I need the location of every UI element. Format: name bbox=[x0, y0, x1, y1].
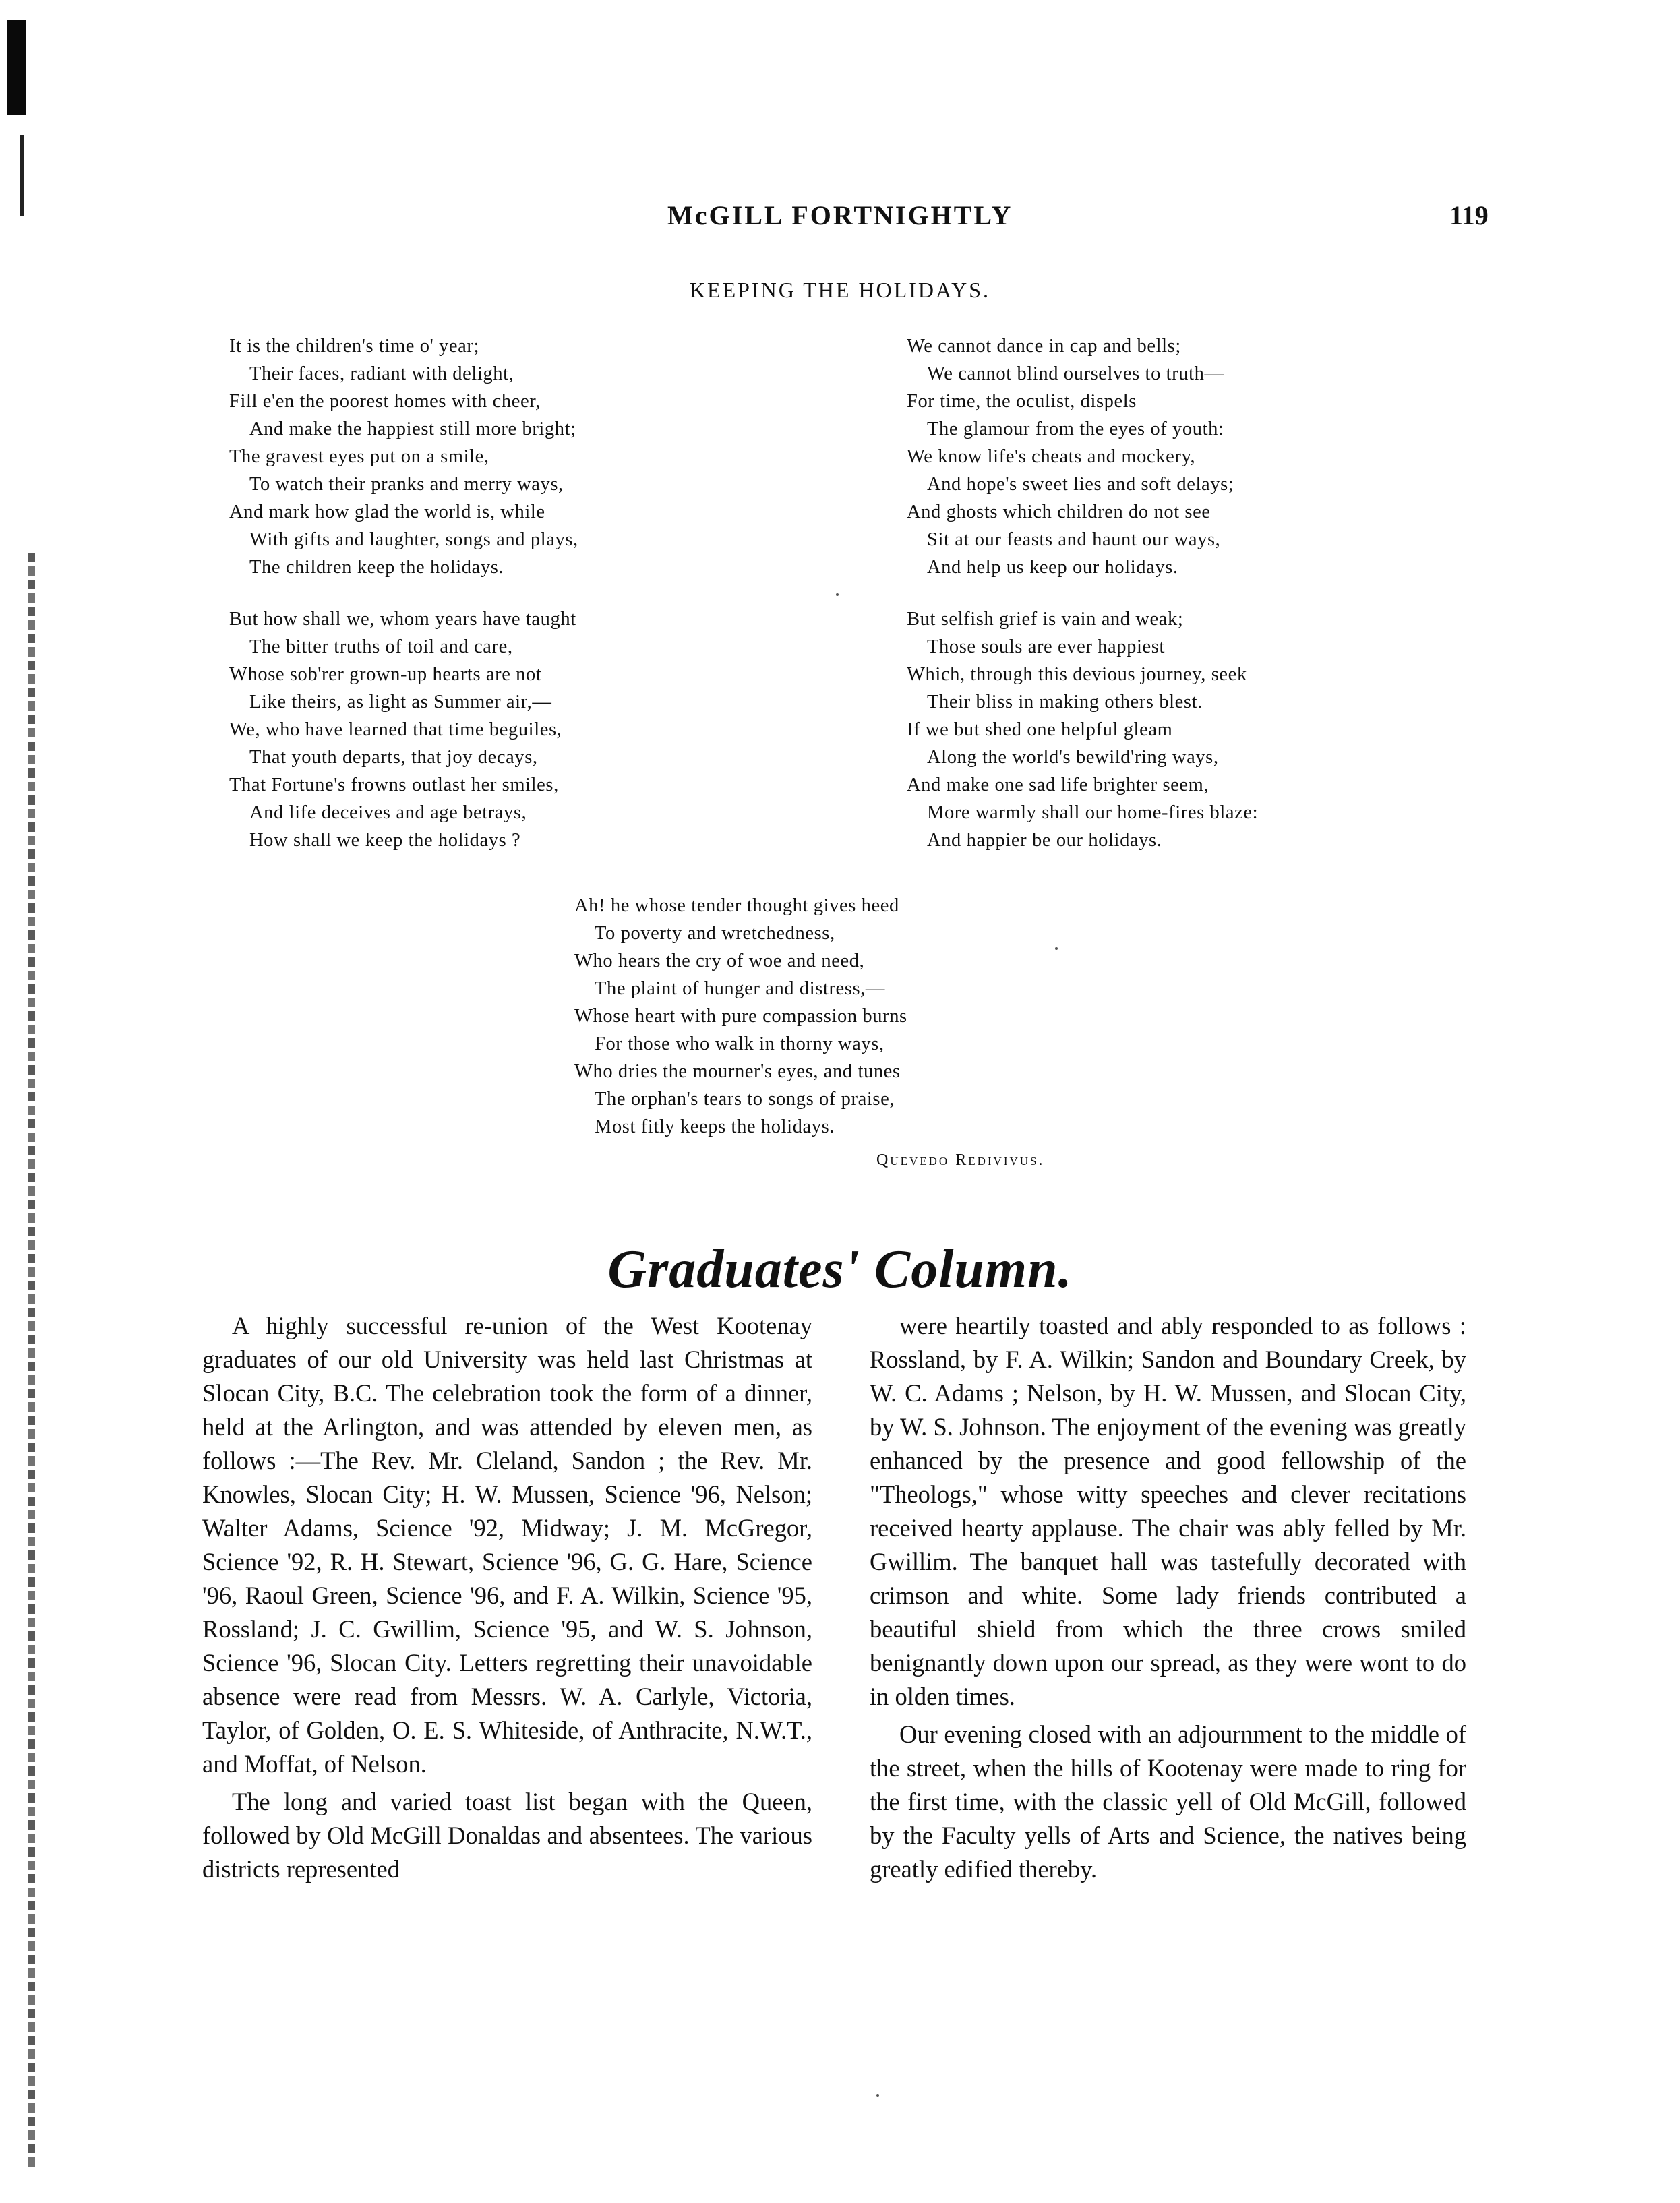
poem-line: But selfish grief is vain and weak; bbox=[907, 609, 1184, 630]
poem-line: And mark how glad the world is, while bbox=[229, 502, 545, 522]
poem-line: If we but shed one helpful gleam bbox=[907, 719, 1173, 740]
print-speck bbox=[876, 2094, 879, 2097]
article-paragraph: were heartily toasted and ably responded to as follows : Rossland, by F. A. Wilkin; Sandon and Boundary Creek, by W. C. Adams ; Nelson, by H. W. Mussen, and Slocan City, by W. S. Johnson. The enjoyment of the evening was greatly enhanced by the presence and good fellowship of the "Theologs," whose witty speeches and clever recitations received hearty applause. The chair was ably felled by Mr. Gwillim. The banquet hall was tastefully decorated with crimson and white. Some lady friends contributed a beautiful shield from which the three crows smiled benignantly down upon our spread, as they were wont to do in olden times. bbox=[870, 1312, 1466, 1710]
poem-line: That Fortune's frowns outlast her smiles, bbox=[229, 775, 559, 795]
poem-line: It is the children's time o' year; bbox=[229, 336, 479, 357]
poem-line: The orphan's tears to songs of praise, bbox=[595, 1089, 895, 1110]
poem-title: KEEPING THE HOLIDAYS. bbox=[689, 278, 991, 302]
poem-line: Along the world's bewild'ring ways, bbox=[927, 747, 1219, 768]
poem-line: Who dries the mourner's eyes, and tunes bbox=[574, 1061, 901, 1082]
poem-line: And hope's sweet lies and soft delays; bbox=[927, 474, 1234, 495]
poem-line: Those souls are ever happiest bbox=[927, 636, 1165, 657]
poem-line: The glamour from the eyes of youth: bbox=[927, 419, 1224, 440]
poem-line: The gravest eyes put on a smile, bbox=[229, 446, 489, 467]
poem-line: Ah! he whose tender thought gives heed bbox=[574, 895, 899, 916]
poem-line: The children keep the holidays. bbox=[249, 557, 504, 578]
poem-line: But how shall we, whom years have taught bbox=[229, 609, 576, 630]
article-paragraph: A highly successful re-union of the West Kootenay graduates of our old University was held last Christmas at Slocan City, B.C. The celebration took the form of a dinner, held at the Arlington, and was attended by eleven men, as follows :—The Rev. Mr. Cleland, Sandon ; the Rev. Mr. Knowles, Slocan City; H. W. Mussen, Science '96, Nelson; Walter Adams, Science '92, Midway; J. M. McGregor, Science '92, R. H. Stewart, Science '96, G. G. Hare, Science '96, Raoul Green, Science '96, and F. A. Wilkin, Science '95, Rossland; J. C. Gwillim, Science '95, and W. S. Johnson, Science '96, Slocan City. Letters regretting their unavoidable absence were read from Messrs. W. A. Carlyle, Victoria, Taylor, of Golden, O. E. S. Whiteside, of Anthracite, N.W.T., and Moffat, of Nelson. bbox=[202, 1312, 812, 1778]
poem-line: The bitter truths of toil and care, bbox=[249, 636, 513, 657]
journal-title: McGILL FORTNIGHTLY bbox=[667, 200, 1013, 231]
poem-line: And ghosts which children do not see bbox=[907, 502, 1211, 522]
poem-line: To poverty and wretchedness, bbox=[595, 923, 835, 944]
poem-line: That youth departs, that joy decays, bbox=[249, 747, 538, 768]
article-right-column bbox=[870, 1309, 1466, 1890]
poem-line: We cannot blind ourselves to truth— bbox=[927, 363, 1224, 384]
binding-rule bbox=[28, 553, 35, 2171]
article-left-column bbox=[202, 1309, 812, 1890]
poem-line: And happier be our holidays. bbox=[927, 830, 1162, 851]
poem-line: More warmly shall our home-fires blaze: bbox=[927, 802, 1259, 823]
poem-signature: Quevedo Redivivus. bbox=[876, 1151, 1045, 1169]
poem-stanza bbox=[229, 332, 578, 581]
poem-right-column bbox=[907, 332, 1258, 878]
article-paragraph: Our evening closed with an adjournment to the middle of the street, when the hills of Kootenay were made to ring for the first time, with the classic yell of Old McGill, followed by the Faculty yells of Arts and Science, the natives being greatly edified thereby. bbox=[870, 1720, 1466, 1883]
poem-stanza bbox=[907, 332, 1258, 581]
poem-line: We know life's cheats and mockery, bbox=[907, 446, 1196, 467]
poem-line: To watch their pranks and merry ways, bbox=[249, 474, 564, 495]
poem-line: Who hears the cry of woe and need, bbox=[574, 950, 865, 971]
poem-line: The plaint of hunger and distress,— bbox=[595, 978, 885, 999]
poem-line: Which, through this devious journey, seek bbox=[907, 664, 1247, 685]
poem-line: With gifts and laughter, songs and plays, bbox=[249, 529, 578, 550]
poem-stanza bbox=[907, 605, 1258, 854]
poem-left-column bbox=[229, 332, 578, 878]
poem-stanza bbox=[229, 605, 578, 854]
binding-mark bbox=[7, 20, 26, 115]
poem-line: We cannot dance in cap and bells; bbox=[907, 336, 1181, 357]
print-speck bbox=[836, 593, 839, 596]
poem-line: We, who have learned that time beguiles, bbox=[229, 719, 562, 740]
print-speck bbox=[1055, 947, 1058, 950]
poem-line: Whose heart with pure compassion burns bbox=[574, 1006, 907, 1027]
poem-line: Sit at our feasts and haunt our ways, bbox=[927, 529, 1221, 550]
section-title: Graduates' Column. bbox=[607, 1240, 1073, 1299]
running-head bbox=[0, 200, 1680, 240]
poem-line: And make the happiest still more bright; bbox=[249, 419, 576, 440]
page-number: 119 bbox=[1449, 200, 1489, 231]
scan-binding-edge bbox=[0, 0, 40, 2203]
article-paragraph: The long and varied toast list began with the Queen, followed by Old McGill Donaldas and absentees. The various districts represented bbox=[202, 1788, 812, 1883]
poem-line: For those who walk in thorny ways, bbox=[595, 1033, 884, 1054]
poem-line: And help us keep our holidays. bbox=[927, 557, 1178, 578]
poem-line: Most fitly keeps the holidays. bbox=[595, 1116, 835, 1137]
poem-line: Whose sob'rer grown-up hearts are not bbox=[229, 664, 542, 685]
poem-line: Their bliss in making others blest. bbox=[927, 692, 1203, 713]
poem-final-stanza bbox=[574, 892, 907, 1165]
poem-line: Their faces, radiant with delight, bbox=[249, 363, 514, 384]
poem-line: And make one sad life brighter seem, bbox=[907, 775, 1209, 795]
poem-line: Like theirs, as light as Summer air,— bbox=[249, 692, 552, 713]
poem-line: For time, the oculist, dispels bbox=[907, 391, 1137, 412]
poem-stanza bbox=[574, 892, 907, 1141]
poem-line: How shall we keep the holidays ? bbox=[249, 830, 521, 851]
poem-line: And life deceives and age betrays, bbox=[249, 802, 527, 823]
poem-line: Fill e'en the poorest homes with cheer, bbox=[229, 391, 541, 412]
